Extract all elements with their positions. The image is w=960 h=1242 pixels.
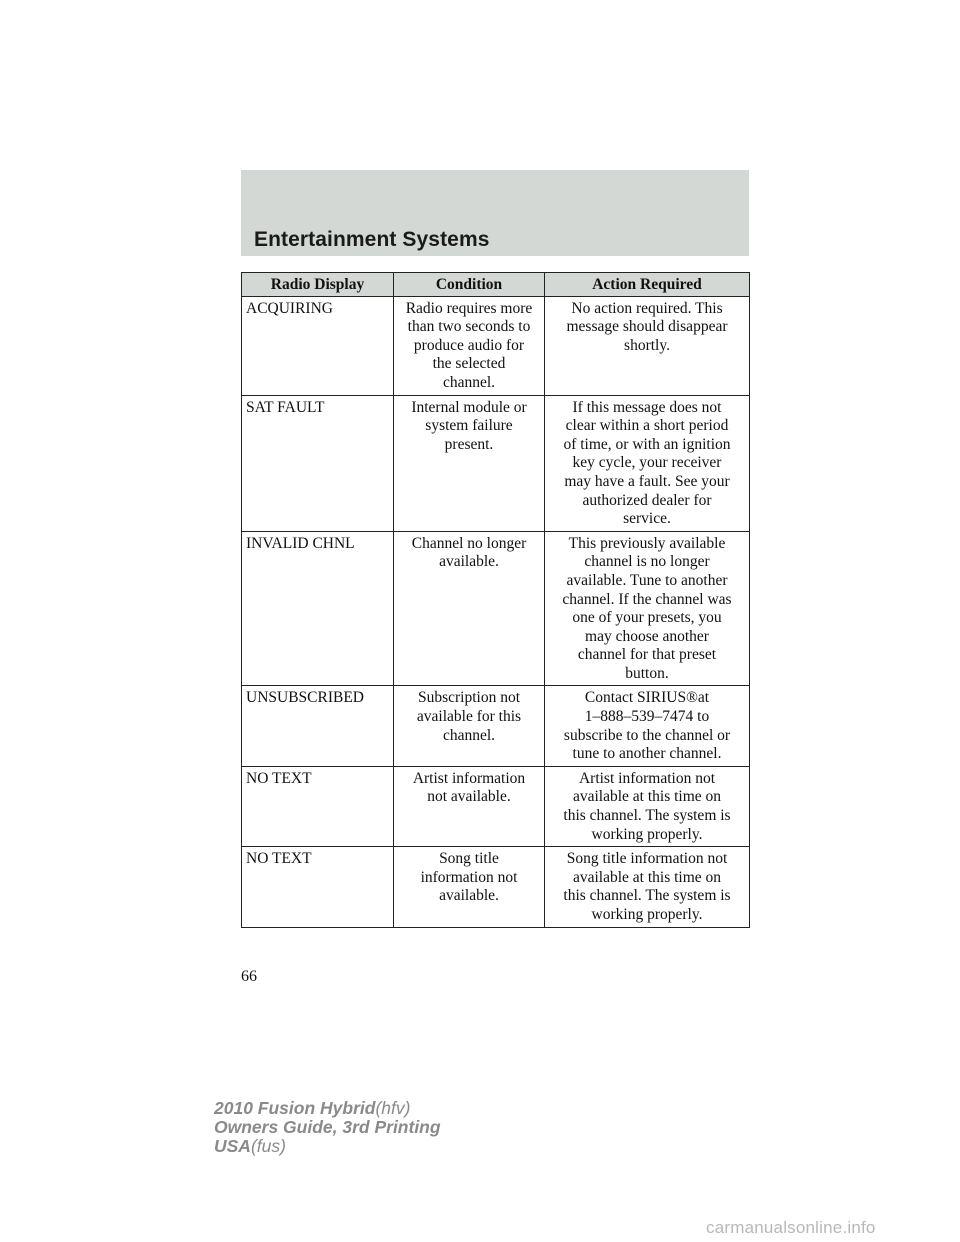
- cell-condition: [394, 296, 545, 395]
- cell-text-line: working properly.: [591, 825, 703, 843]
- cell-text-line: message should disappear: [566, 318, 728, 336]
- cell-action-required: [545, 766, 750, 846]
- cell-text-line: available.: [439, 553, 499, 571]
- cell-text-line: Internal module or: [411, 398, 527, 416]
- cell-text-line: information not: [420, 868, 518, 886]
- cell-text-line: tune to another channel.: [572, 745, 722, 763]
- cell-text-line: shortly.: [624, 336, 670, 354]
- cell-condition: [394, 395, 545, 531]
- column-header-action-required: Action Required: [545, 273, 750, 297]
- cell-text-line: Radio requires more: [405, 299, 533, 317]
- cell-text-line: Contact SIRIUS®at: [584, 689, 710, 707]
- footer-line-3: [214, 1137, 441, 1156]
- cell-text-line: Artist information not: [578, 769, 716, 787]
- cell-text-line: channel. If the channel was: [562, 590, 732, 608]
- cell-radio-display: INVALID CHNL: [242, 531, 394, 686]
- section-title: Entertainment Systems: [254, 228, 490, 251]
- cell-radio-display: NO TEXT: [242, 766, 394, 846]
- column-header-condition: Condition: [394, 273, 545, 297]
- footer-info: [214, 1099, 441, 1156]
- cell-text-line: available.: [439, 887, 499, 905]
- cell-action-required: [545, 686, 750, 766]
- cell-action-required: [545, 531, 750, 686]
- cell-text-line: If this message does not: [572, 398, 722, 416]
- cell-text-line: may have a fault. See your: [564, 472, 730, 490]
- footer-market: USA: [214, 1136, 251, 1156]
- cell-text-line: present.: [444, 435, 494, 453]
- table-row: [242, 686, 750, 766]
- cell-text-line: working properly.: [591, 906, 703, 923]
- footer-line-1: [214, 1099, 441, 1118]
- cell-text-line: channel.: [442, 726, 496, 744]
- cell-text-line: available at this time on: [572, 868, 722, 886]
- footer-line-2: [214, 1118, 441, 1137]
- cell-action-required: [545, 395, 750, 531]
- cell-condition: [394, 686, 545, 766]
- cell-text-line: This previously available: [568, 534, 726, 552]
- cell-action-required: [545, 296, 750, 395]
- cell-text-line: available for this: [416, 708, 522, 726]
- cell-radio-display: UNSUBSCRIBED: [242, 686, 394, 766]
- table-row: [242, 766, 750, 846]
- cell-text-line: authorized dealer for: [582, 491, 712, 509]
- footer-model-code: (hfv): [375, 1098, 411, 1118]
- table-header-row: [242, 273, 750, 297]
- cell-text-line: may choose another: [585, 627, 709, 645]
- cell-text-line: available at this time on: [572, 788, 722, 806]
- cell-text-line: this channel. The system is: [563, 887, 731, 905]
- cell-radio-display: SAT FAULT: [242, 395, 394, 531]
- cell-text-line: Artist information: [412, 769, 526, 787]
- cell-text-line: subscribe to the channel or: [563, 726, 731, 744]
- cell-text-line: channel.: [442, 373, 496, 391]
- cell-text-line: Channel no longer: [411, 534, 527, 552]
- cell-text-line: Subscription not: [417, 689, 521, 707]
- cell-text-line: produce audio for: [413, 336, 525, 354]
- table-row: [242, 847, 750, 927]
- cell-text-line: of time, or with an ignition: [563, 435, 731, 453]
- footer-guide-edition: Owners Guide, 3rd Printing: [214, 1117, 441, 1137]
- cell-text-line: than two seconds to: [407, 318, 531, 336]
- page-number: 66: [241, 968, 257, 985]
- radio-display-table: [241, 272, 750, 928]
- cell-text-line: key cycle, your receiver: [572, 454, 722, 472]
- cell-text-line: channel is no longer: [584, 553, 710, 571]
- watermark: carmanualsonline.info: [706, 1218, 876, 1237]
- cell-condition: [394, 766, 545, 846]
- cell-condition: [394, 531, 545, 686]
- cell-text-line: the selected: [432, 355, 506, 373]
- table-row: [242, 395, 750, 531]
- footer-market-code: (fus): [250, 1136, 286, 1156]
- cell-text-line: system failure: [425, 417, 513, 435]
- cell-text-line: service.: [623, 510, 671, 528]
- cell-text-line: clear within a short period: [565, 417, 729, 435]
- cell-radio-display: NO TEXT: [242, 847, 394, 927]
- cell-condition: [394, 847, 545, 927]
- cell-text-line: 1–888–539–7474 to: [584, 708, 710, 726]
- cell-action-required: [545, 847, 750, 927]
- cell-radio-display: ACQUIRING: [242, 296, 394, 395]
- cell-text-line: button.: [625, 664, 669, 682]
- footer-model: 2010 Fusion Hybrid: [214, 1098, 376, 1118]
- cell-text-line: this channel. The system is: [563, 807, 731, 825]
- cell-text-line: channel for that preset: [577, 646, 717, 664]
- table-row: [242, 531, 750, 686]
- table-row: [242, 296, 750, 395]
- column-header-radio-display: Radio Display: [242, 273, 394, 297]
- cell-text-line: No action required. This: [571, 299, 723, 317]
- cell-text-line: one of your presets, you: [572, 609, 722, 627]
- cell-text-line: Song title information not: [566, 850, 728, 868]
- cell-text-line: Song title: [439, 850, 499, 868]
- cell-text-line: available. Tune to another: [566, 571, 728, 589]
- cell-text-line: not available.: [427, 788, 511, 806]
